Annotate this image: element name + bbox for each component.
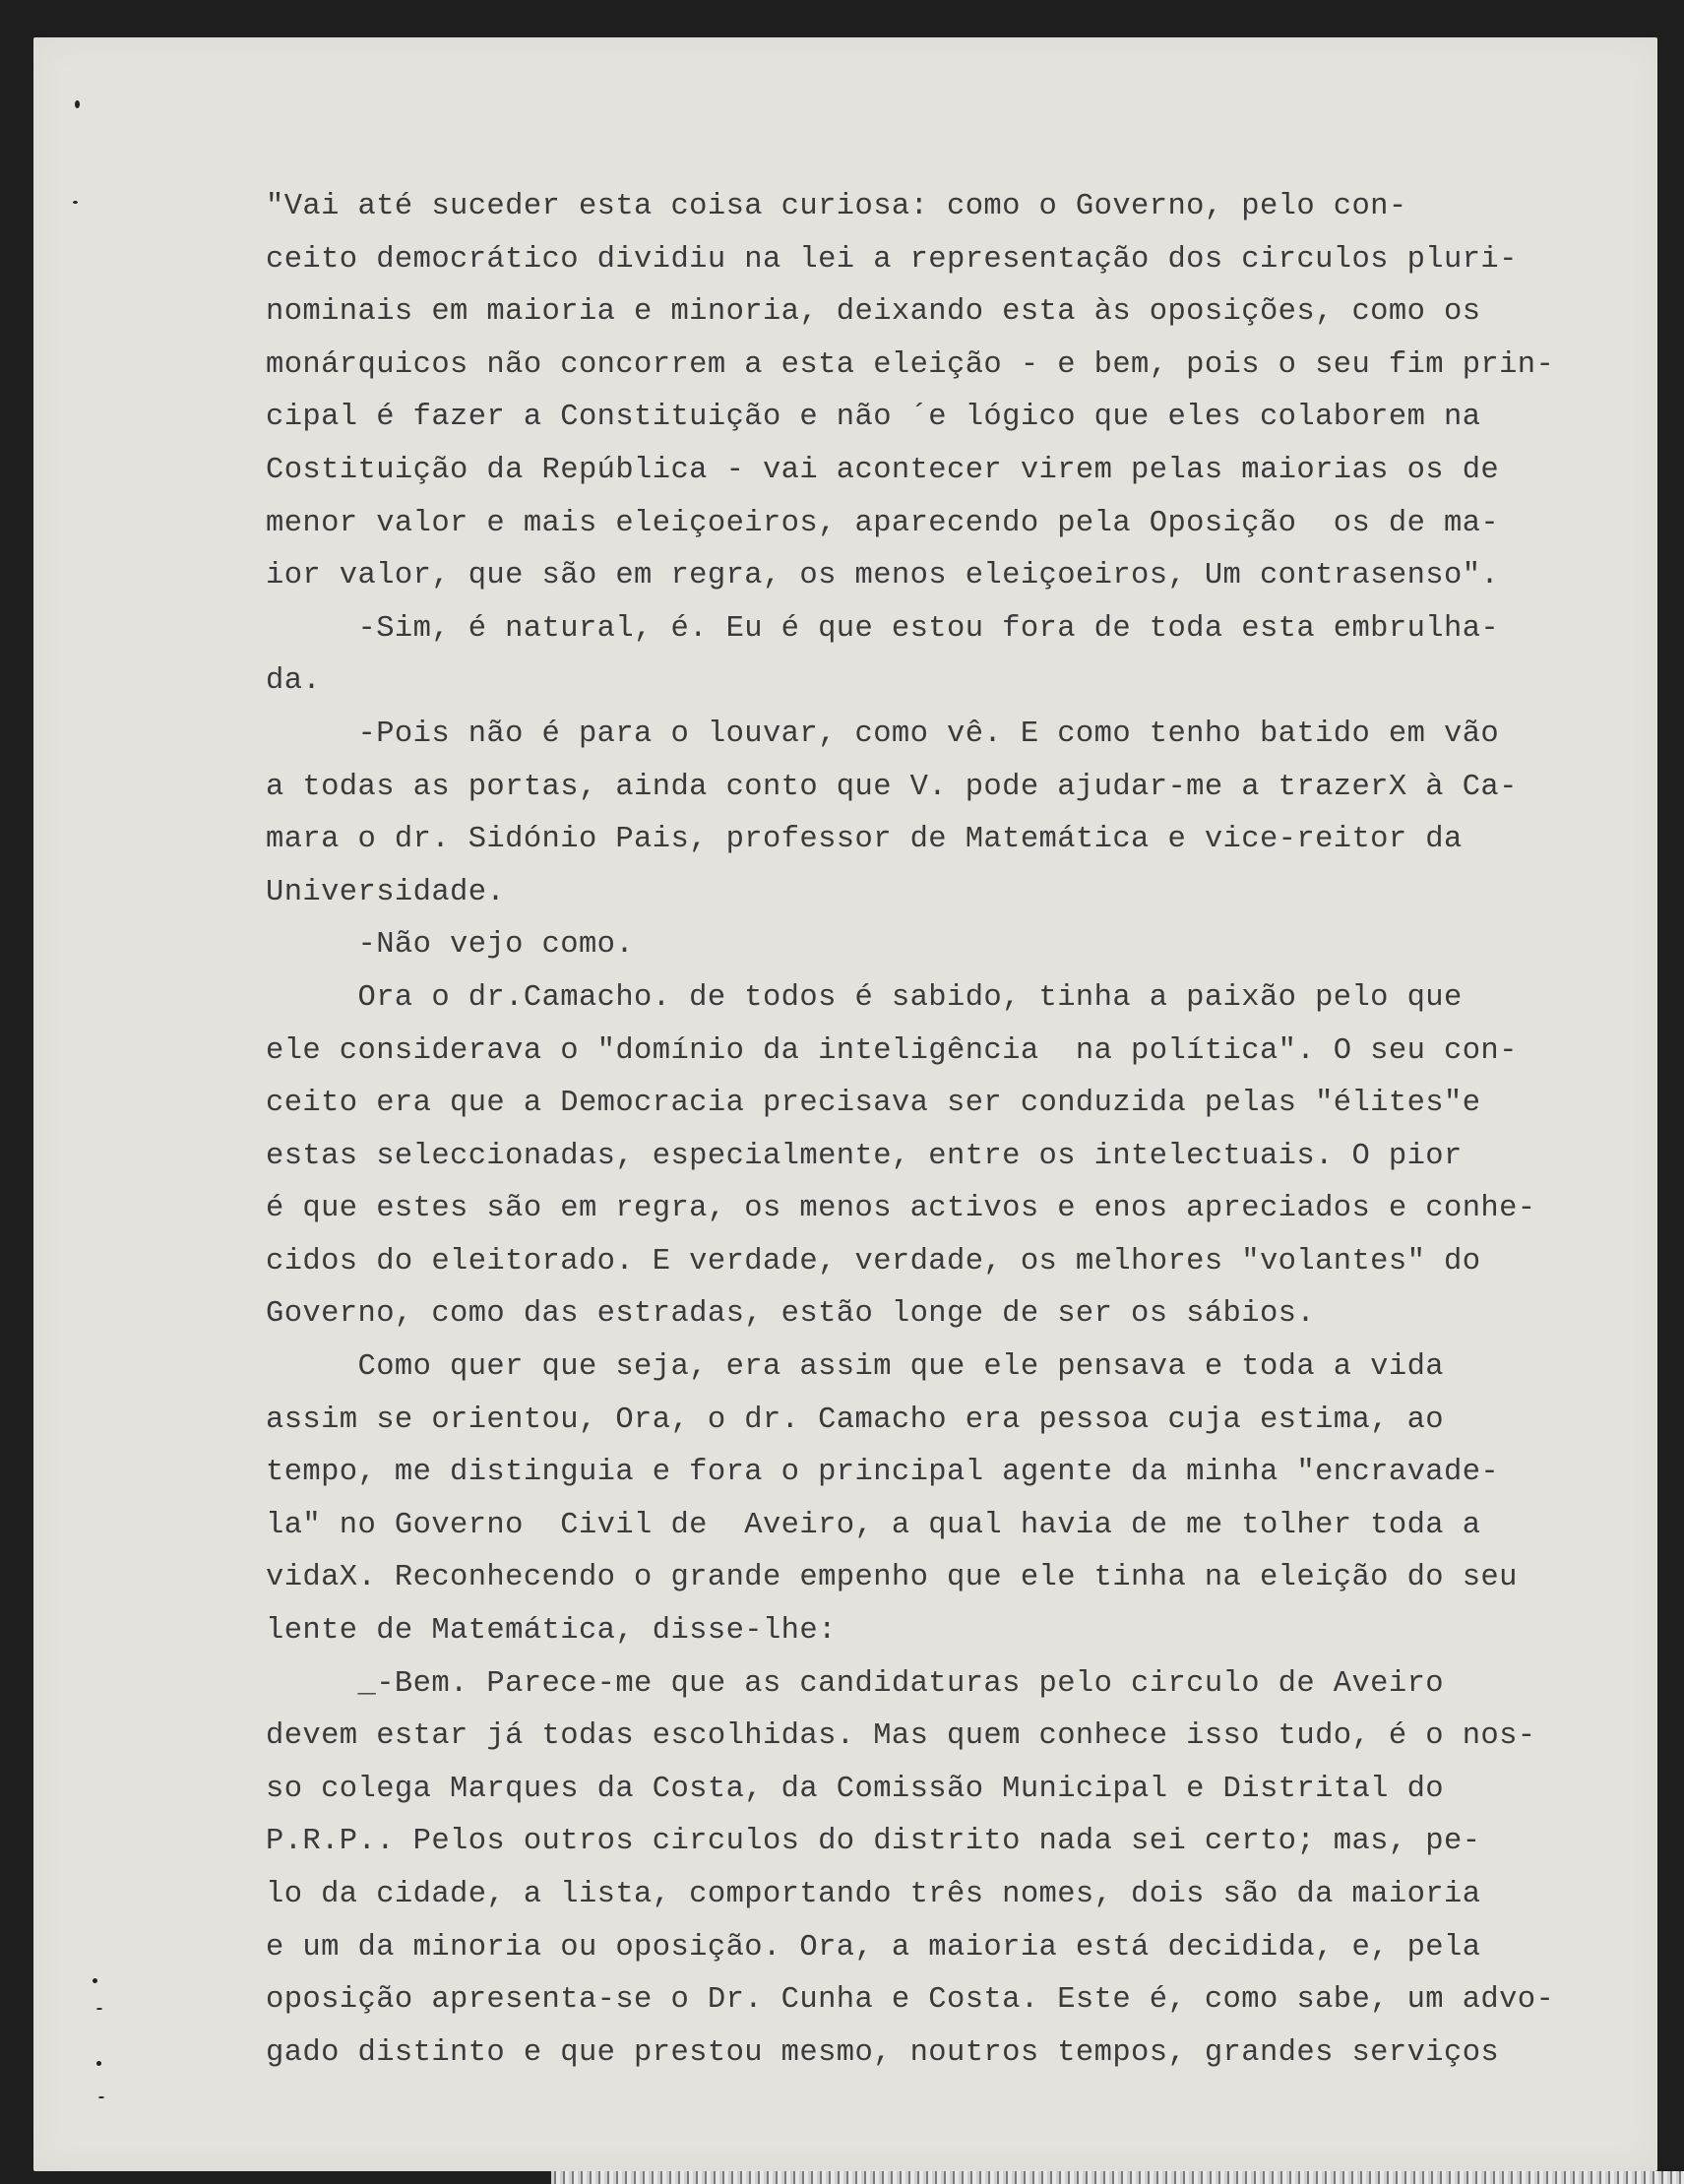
text-line: lente de Matemática, disse-lhe: [266,1614,837,1649]
text-line: -Pois não é para o louvar, como vê. E como tenho batido em vão [266,717,1500,751]
margin-mark [96,2061,101,2066]
text-line: cidos do eleitorado. E verdade, verdade, os melhores "volantes" do [266,1244,1481,1279]
text-line: ceito era que a Democracia precisava ser conduzida pelas "élites"e [266,1087,1481,1121]
margin-mark [73,201,78,204]
text-line: la" no Governo Civil de Aveiro, a qual havia de me tolher toda a [266,1508,1481,1542]
text-line: Governo, como das estradas, estão longe de ser os sábios. [266,1297,1316,1332]
text-line: a todas as portas, ainda conto que V. pode ajudar-me a trazerX à Ca- [266,770,1518,804]
text-line: Como quer que seja, era assim que ele pensava e toda a vida [266,1350,1444,1385]
text-line: ior valor, que são em regra, os menos eleiçoeiros, Um contrasenso". [266,559,1500,593]
text-line: menor valor e mais eleiçoeiros, aparecendo pela Oposição os de ma- [266,506,1500,540]
typewritten-page [33,37,1657,2171]
text-line: assim se orientou, Ora, o dr. Camacho era pessoa cuja estima, ao [266,1403,1444,1437]
text-line: gado distinto e que prestou mesmo, noutros tempos, grandes serviços [266,2035,1500,2070]
text-line: Costituição da República - vai acontecer virem pelas maiorias os de [266,453,1500,487]
margin-mark [93,1978,97,1983]
text-line: Ora o dr.Camacho. de todos é sabido, tinha a paixão pelo que [266,980,1463,1015]
text-line: monárquicos não concorrem a esta eleição - e bem, pois o seu fim prin- [266,347,1555,382]
typewritten-text [266,181,1644,2080]
margin-mark [98,2096,104,2098]
scan-ruler [551,2171,1684,2184]
margin-mark [75,100,80,108]
text-line: Universidade. [266,875,506,909]
text-line: ele considerava o "domínio da inteligência na política". O seu con- [266,1033,1518,1068]
text-line: lo da cidade, a lista, comportando três nomes, dois são da maioria [266,1878,1481,1911]
text-line: ceito democrático dividiu na lei a representação dos circulos pluri- [266,242,1518,277]
text-line: devem estar já todas escolhidas. Mas quem conhece isso tudo, é o nos- [266,1719,1536,1754]
text-line: -Sim, é natural, é. Eu é que estou fora de toda esta embrulha- [266,611,1500,646]
text-line: oposição apresenta-se o Dr. Cunha e Costa. Este é, como sabe, um advo- [266,1983,1555,2018]
text-line: e um da minoria ou oposição. Ora, a maioria está decidida, e, pela [266,1930,1481,1965]
text-line: so colega Marques da Costa, da Comissão Municipal e Distrital do [266,1772,1444,1806]
text-line: da. [266,664,322,699]
text-line: -Não vejo como. [266,928,635,963]
text-line: é que estes são em regra, os menos activos e enos apreciados e conhe- [266,1192,1536,1226]
text-line: P.R.P.. Pelos outros circulos do distrito nada sei certo; mas, pe- [266,1825,1481,1859]
text-line: cipal é fazer a Constituição e não ´e lógico que eles colaborem na [266,401,1481,435]
text-line: "Vai até suceder esta coisa curiosa: como o Governo, pelo con- [266,190,1407,223]
text-line: tempo, me distinguia e fora o principal agente da minha "encravade- [266,1456,1500,1490]
text-line: nominais em maioria e minoria, deixando esta às oposições, como os [266,295,1481,330]
text-line: vidaX. Reconhecendo o grande empenho que ele tinha na eleição do seu [266,1561,1518,1595]
text-line: estas seleccionadas, especialmente, entre os intelectuais. O pior [266,1139,1463,1173]
text-line: mara o dr. Sidónio Pais, professor de Matemática e vice-reitor da [266,823,1463,857]
margin-mark [96,2008,102,2010]
text-line: _-Bem. Parece-me que as candidaturas pelo circulo de Aveiro [266,1666,1444,1701]
